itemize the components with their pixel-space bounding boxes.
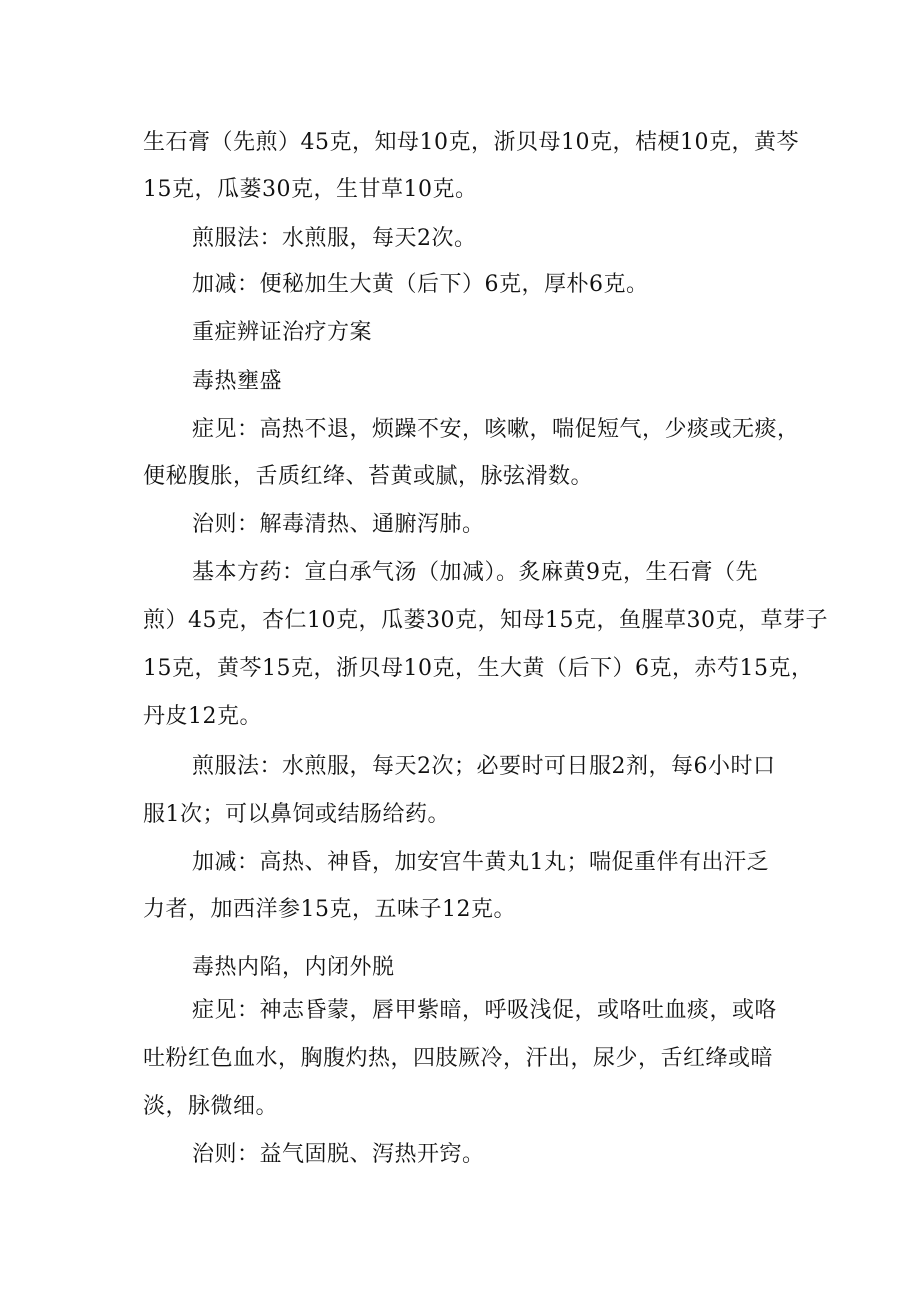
paragraph-line: 服1次；可以鼻饲或结肠给药。 [143,802,450,827]
paragraph-line: 吐粉红色血水，胸腹灼热，四肢厥冷，汗出，尿少，舌红绛或暗 [143,1046,774,1071]
paragraph-line: 15克，瓜蒌30克，生甘草10克。 [143,177,478,202]
paragraph-line: 治则：解毒清热、通腑泻肺。 [192,512,485,537]
subsection-heading: 毒热壅盛 [192,369,283,394]
paragraph-line: 力者，加西洋参15克，五味子12克。 [143,897,516,922]
section-heading: 重症辨证治疗方案 [192,320,373,345]
paragraph-line: 治则：益气固脱、泻热开窍。 [192,1142,485,1167]
paragraph-line: 加减：便秘加生大黄（后下）6克，厚朴6克。 [192,272,649,297]
paragraph-line: 淡，脉微细。 [143,1094,279,1119]
paragraph-line: 症见：高热不退，烦躁不安，咳嗽，喘促短气，少痰或无痰， [192,417,800,442]
paragraph-line: 煎）45克，杏仁10克，瓜蒌30克，知母15克，鱼腥草30克，草芽子 [143,608,828,633]
paragraph-line: 15克，黄芩15克，浙贝母10克，生大黄（后下）6克，赤芍15克， [143,656,814,681]
paragraph-line: 煎服法：水煎服，每天2次；必要时可日服2剂，每6小时口 [192,754,776,779]
paragraph-line: 煎服法：水煎服，每天2次。 [192,226,477,251]
paragraph-line: 生石膏（先煎）45克，知母10克，浙贝母10克，桔梗10克，黄芩 [143,130,799,155]
paragraph-line: 基本方药：宣白承气汤（加减）。炙麻黄9克，生石膏（先 [192,560,758,585]
subsection-heading: 毒热内陷，内闭外脱 [192,955,395,980]
paragraph-line: 加减：高热、神昏，加安宫牛黄丸1丸；喘促重伴有出汗乏 [192,850,769,875]
paragraph-line: 症见：神志昏蒙，唇甲紫暗，呼吸浅促，或咯吐血痰，或咯 [192,998,778,1023]
paragraph-line: 便秘腹胀，舌质红绛、苔黄或腻，脉弦滑数。 [143,464,594,489]
paragraph-line: 丹皮12克。 [143,704,262,729]
